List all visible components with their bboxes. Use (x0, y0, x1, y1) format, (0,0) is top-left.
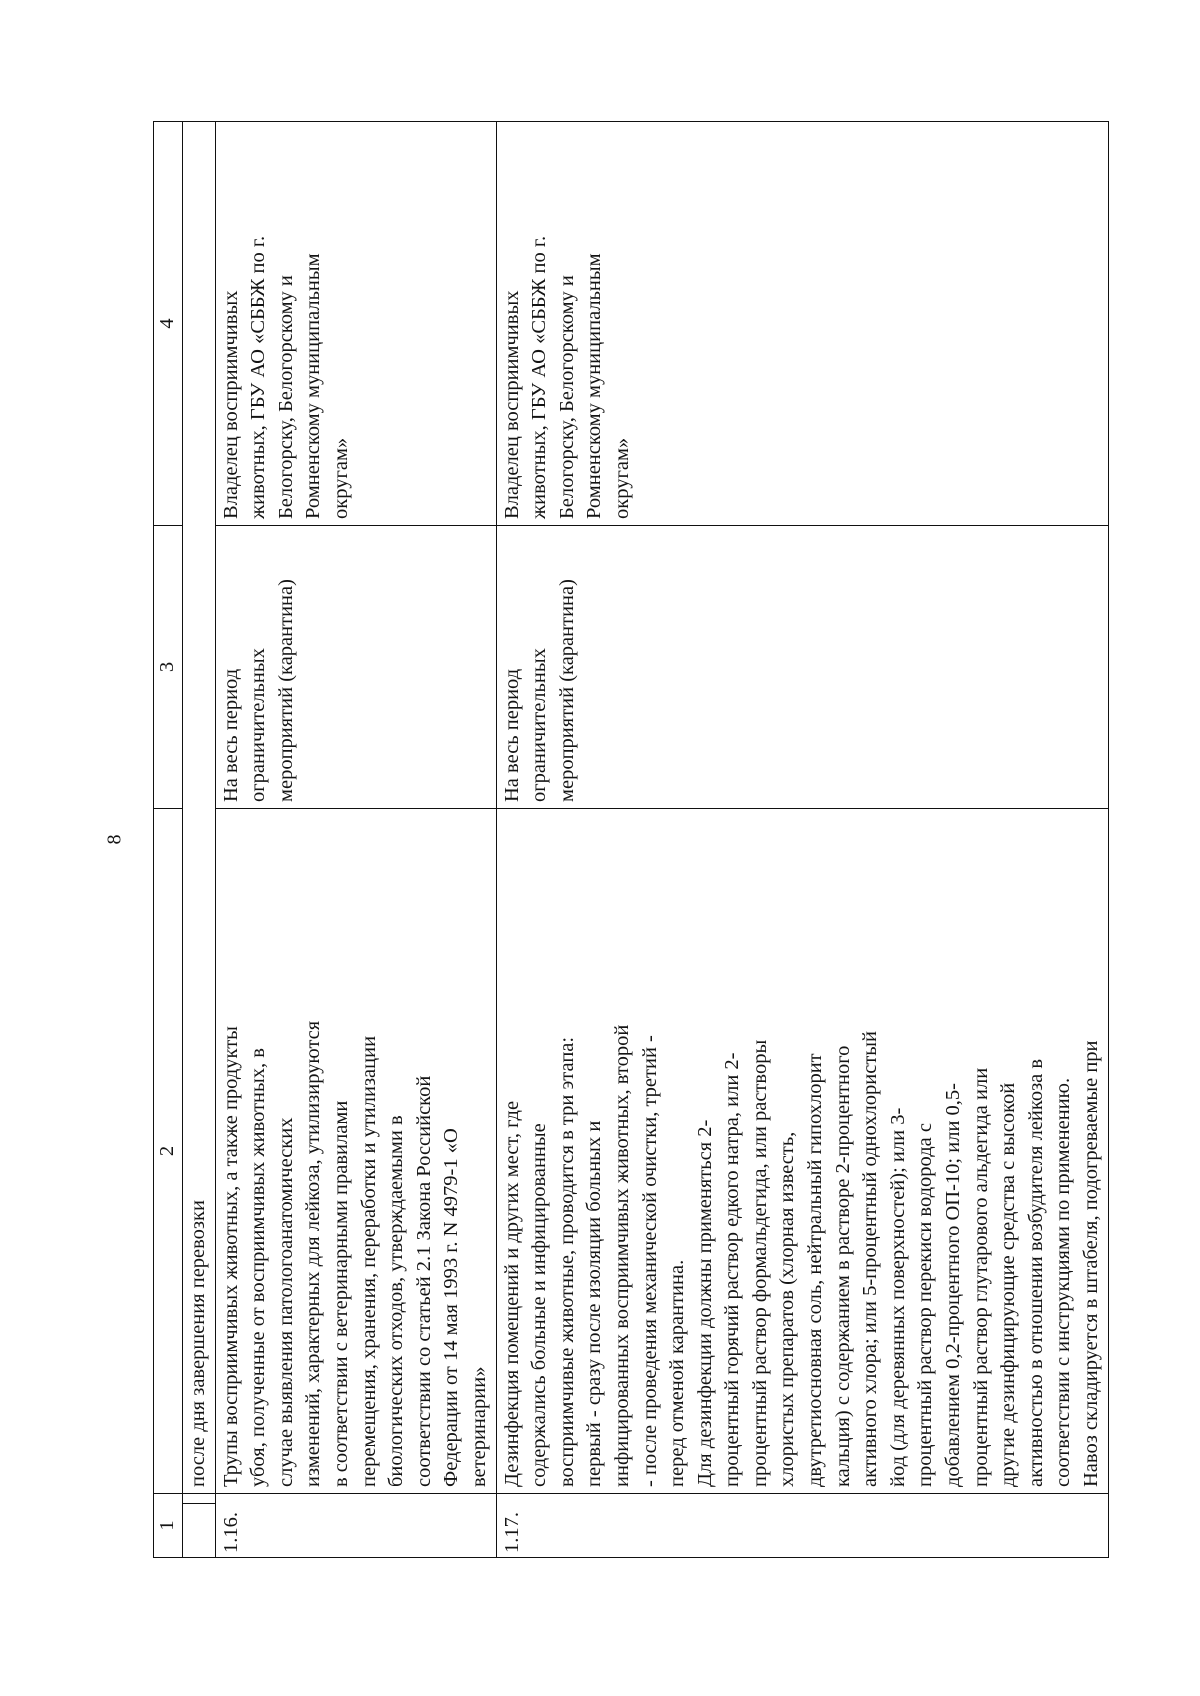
table-row (215, 122, 496, 1558)
rotated-table-container (153, 122, 1145, 1558)
measure-cell: Трупы восприимчивых животных, а также продукты убоя, полученные от восприимчивых животных, в случае выявления патологоанатомических изменений, характерных для лейкоза, утилизируются в соответствии с ветеринарными правилами перемещения, хранения, переработки и утилизации биологических отходов, утверждаемыми в соответствии со статьей 2.1 Закона Российской Федерации от 14 мая 1993 г. N 4979-1 «О ветеринарии» (215, 809, 496, 1494)
table-header-row (154, 122, 183, 1558)
row-number: 1.17. (496, 1494, 1108, 1558)
continuation-gap-cell (183, 1494, 216, 1504)
page-number: 8 (103, 834, 126, 845)
header-col-1: 1 (154, 1494, 183, 1558)
header-col-2: 2 (154, 809, 183, 1494)
continuation-row (183, 122, 216, 1558)
continuation-num-cell (183, 1504, 216, 1558)
header-col-3: 3 (154, 526, 183, 809)
row-number: 1.16. (215, 1494, 496, 1558)
responsible-cell: Владелец восприимчивых животных, ГБУ АО «СББЖ по г. Белогорску, Белогорскому и Ромненскому муниципальным округам» (496, 122, 1108, 526)
header-col-4: 4 (154, 122, 183, 526)
continuation-text: после дня завершения перевозки (183, 122, 216, 1494)
term-cell: На весь период ограничительных мероприятий (карантина) (496, 526, 1108, 809)
measures-table (153, 121, 1109, 1558)
responsible-cell: Владелец восприимчивых животных, ГБУ АО «СББЖ по г. Белогорску, Белогорскому и Ромненскому муниципальным округам» (215, 122, 496, 526)
term-cell: На весь период ограничительных мероприятий (карантина) (215, 526, 496, 809)
table-row (496, 122, 1108, 1558)
measure-cell: Дезинфекция помещений и других мест, где содержались больные и инфицированные восприимчивые животные, проводится в три этапа: первый - сразу после изоляции больных и инфицированных восприимчивых животных, второй - после проведения механической очистки, третий - перед отменой карантина. Для дезинфекции должны применяться 2- процентный горячий раствор едкого натра, или 2- процентный раствор формальдегида, или растворы хлористых препаратов (хлорная известь, двутретиосновная соль, нейтральный гипохлорит кальция) с содержанием в растворе 2-процентного активного хлора; или 5-процентный однохлористый йод (для деревянных поверхностей); или 3- процентный раствор перекиси водорода с добавлением 0,2-процентного ОП-10; или 0,5- процентный раствор глутарового альдегида или другие дезинфицирующие средства с высокой активностью в отношении возбудителя лейкоза в соответствии с инструкциями по применению. Навоз складируется в штабеля, подогреваемые при (496, 809, 1108, 1494)
